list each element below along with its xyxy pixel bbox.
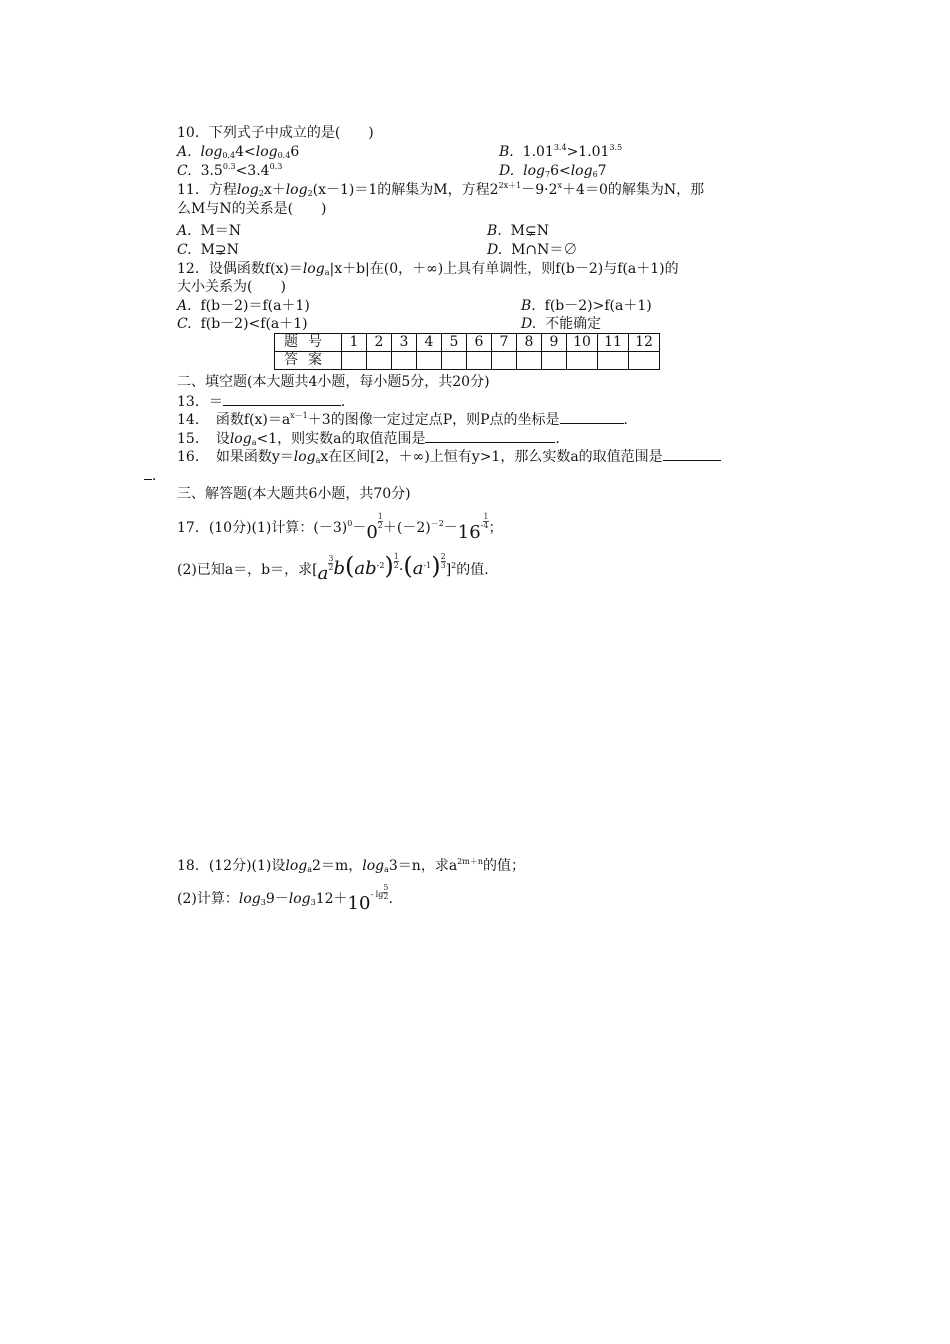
answer-table-number: 5 — [442, 334, 467, 352]
q11-stem-line2: 么M与N的关系是( ) — [177, 201, 327, 217]
fraction: $\frac{2}{3}$ — [440, 552, 446, 570]
answer-table-number-row — [275, 334, 660, 352]
q16: 16． 如果函数$y=\log_ax$在区间[2，＋∞)上恒有y>1，那么实数a的取值范围是 — [177, 447, 721, 466]
answer-table-number: 8 — [517, 334, 542, 352]
q18-part1: 18．(12分)(1)设$\log_a2=m$，$\log_a3=n$，求$a^{2m+n}$的值； — [177, 857, 525, 874]
q16-continued: ． — [144, 466, 166, 485]
q11-option-c: C. M⊋N — [177, 242, 239, 258]
answer-cell[interactable] — [542, 352, 567, 370]
answer-cell[interactable] — [492, 352, 517, 370]
answer-table — [274, 333, 660, 370]
answer-table-number: 6 — [467, 334, 492, 352]
answer-cell[interactable] — [629, 352, 660, 370]
answer-cell[interactable] — [342, 352, 367, 370]
answer-table-row2-label: 答案 — [275, 352, 342, 370]
q10-option-c: C. $3.5^{0.3}<3.4^{0.3}$ — [177, 162, 283, 179]
q17-part1: 17．(10分)(1)计算：$(-3)^0-0$ $\frac{1}{2}$ $+(-2)^{-2}-16^-$ $\frac{1}{4}$ ； — [177, 512, 503, 543]
answer-table-number: 3 — [392, 334, 417, 352]
q12-option-c: C. f(b－2)<f(a＋1) — [177, 316, 308, 332]
answer-cell[interactable] — [367, 352, 392, 370]
q10-stem: 10．下列式子中成立的是( ) — [177, 125, 374, 141]
q14-answer-blank[interactable] — [560, 410, 624, 424]
answer-table-number: 4 — [417, 334, 442, 352]
answer-table-number: 7 — [492, 334, 517, 352]
answer-cell[interactable] — [567, 352, 598, 370]
answer-cell[interactable] — [517, 352, 542, 370]
q16-answer-blank-continued[interactable] — [144, 466, 152, 480]
fraction: $\frac{1}{2}$ — [377, 512, 383, 530]
q17-part2: (2)已知a＝，b＝，求[a $\frac{3}{2}$ $b(ab^{-2})$ $\frac{1}{2}$ $\cdot(a^{-1})$ $\frac{2}{3}$ ]$^2$的值. — [177, 552, 489, 584]
answer-table-number: 11 — [598, 334, 629, 352]
answer-cell[interactable] — [598, 352, 629, 370]
section3-title: 三、解答题(本大题共6小题，共70分) — [177, 486, 411, 502]
q14: 14． 函数$f(x)=a^{x-1}+3$的图像一定过定点P，则P点的坐标是 ． — [177, 411, 638, 428]
q10-option-d: D. $\log_76<\log_67$ — [499, 163, 607, 179]
q12-stem-line1: 12．设偶函数$f(x)=\log_a|x+b|$在(0，＋∞)上具有单调性，则f(b－2)与f(a＋1)的 — [177, 261, 679, 277]
q11-option-b: B. M⊊N — [487, 223, 549, 239]
q12-option-a: A. f(b－2)＝f(a＋1) — [177, 298, 310, 314]
q10-option-b: B. $1.01^{3.4}>1.01^{3.5}$ — [499, 143, 623, 160]
q13: 13．＝ ． — [177, 394, 355, 410]
q18-part2: (2)计算：$\log_39-\log_312+10^{- lg}$ $\frac{5}{2}$ . — [177, 883, 393, 914]
q16-answer-blank[interactable] — [663, 447, 721, 461]
answer-table-number: 9 — [542, 334, 567, 352]
q15: 15． 设$\log_a<1$，则实数a的取值范围是 ． — [177, 431, 570, 447]
answer-table-number: 1 — [342, 334, 367, 352]
section2-title: 二、填空题(本大题共4小题，每小题5分，共20分) — [177, 374, 490, 390]
answer-cell[interactable] — [392, 352, 417, 370]
fraction: $\frac{1}{4}$ — [483, 512, 489, 530]
answer-table-number: 12 — [629, 334, 660, 352]
fraction: $\frac{1}{2}$ — [393, 552, 399, 570]
answer-table-number: 10 — [567, 334, 598, 352]
q13-answer-blank[interactable] — [223, 392, 341, 406]
fraction: $\frac{3}{2}$ — [328, 554, 334, 572]
q12-stem-line2: 大小关系为( ) — [177, 279, 286, 295]
q11-option-a: A. M＝N — [177, 223, 242, 239]
q12-option-b: B. f(b－2)>f(a＋1) — [521, 298, 652, 314]
answer-cell[interactable] — [467, 352, 492, 370]
answer-table-number: 2 — [367, 334, 392, 352]
q15-answer-blank[interactable] — [425, 429, 555, 443]
answer-table-row1-label: 题号 — [275, 334, 342, 352]
answer-cell[interactable] — [417, 352, 442, 370]
q11-stem-line1: 11．方程$\log_2x+\log_2(x-1)=1$的解集为M，方程$2^{2x+1}-9\cdot 2^x+4=0$的解集为N，那 — [177, 181, 705, 198]
q10-option-a: A. $\log_{0.4}4<\log_{0.4}6$ — [177, 144, 300, 160]
q12-option-d: D. 不能确定 — [521, 316, 602, 332]
fraction: $\frac{5}{2}$ — [383, 883, 389, 901]
answer-table-answer-row — [275, 352, 660, 370]
answer-cell[interactable] — [442, 352, 467, 370]
q11-option-d: D. M∩N＝∅ — [487, 242, 578, 258]
